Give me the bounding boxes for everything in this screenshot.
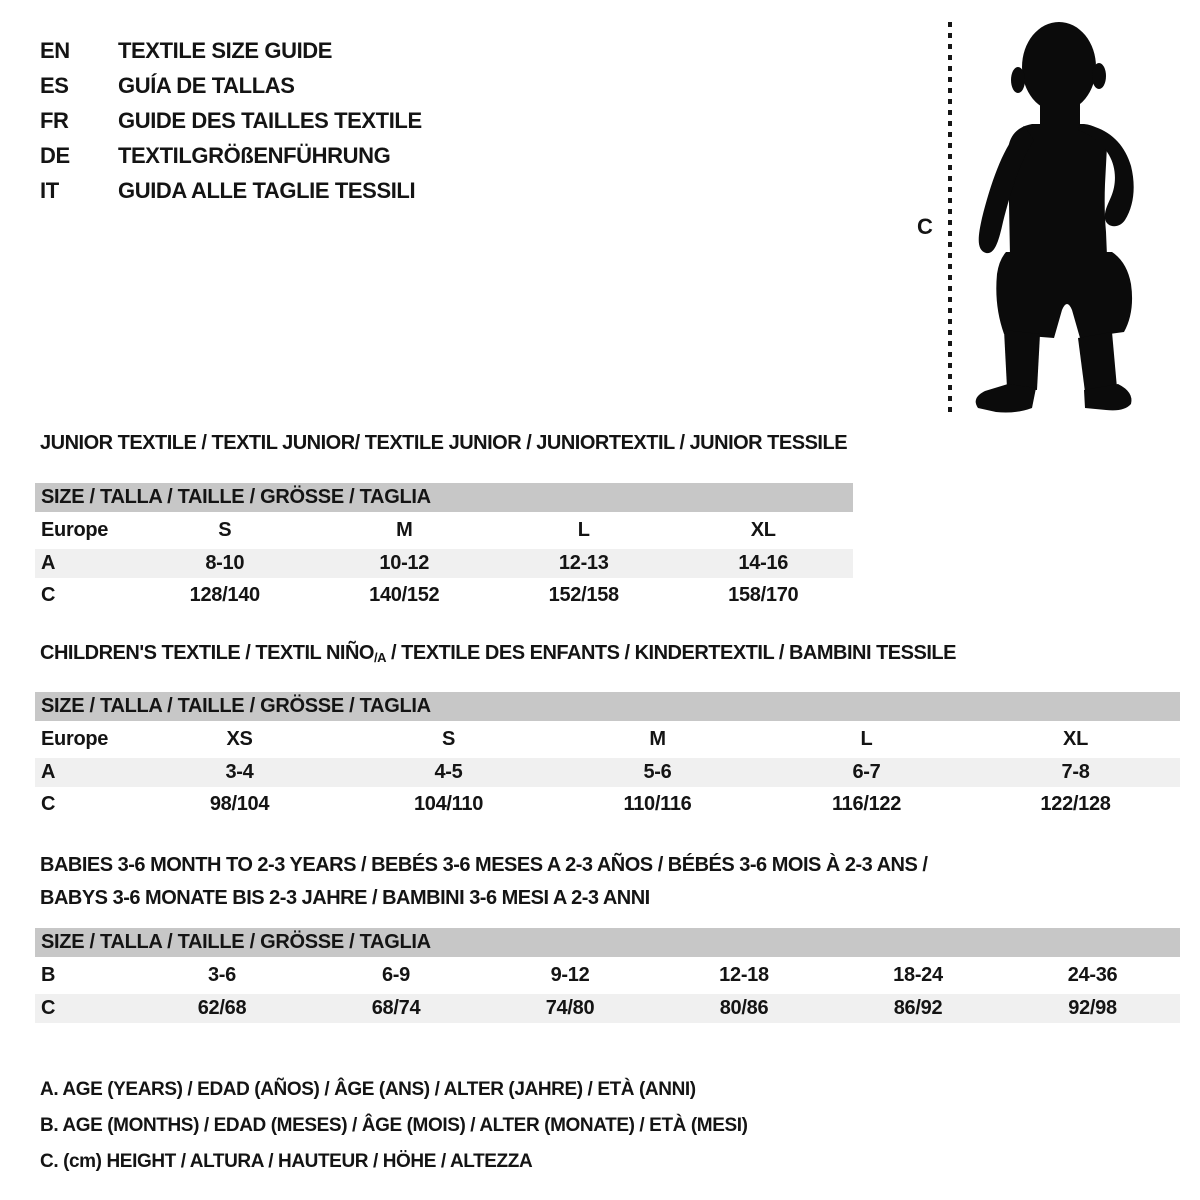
- age-cell: 3-4: [135, 758, 344, 787]
- size-col-header: L: [577, 519, 590, 541]
- footnote-age-months: B. AGE (MONTHS) / EDAD (MESES) / ÂGE (MOIS) / ALTER (MONATE) / ETÀ (MESI): [40, 1115, 748, 1136]
- size-col-header: L: [860, 728, 873, 750]
- height-cell: 92/98: [1005, 994, 1180, 1023]
- footnote-age-years: A. AGE (YEARS) / EDAD (AÑOS) / ÂGE (ANS) / ALTER (JAHRE) / ETÀ (ANNI): [40, 1079, 696, 1100]
- height-cell: 116/122: [831, 792, 902, 815]
- babies-section-title: [40, 849, 927, 915]
- row-label-b: B: [41, 964, 56, 986]
- language-code: IT: [40, 177, 59, 203]
- height-cell: 62/68: [135, 994, 309, 1023]
- age-cell: 24-36: [1067, 964, 1118, 986]
- size-header-row: [35, 928, 1180, 957]
- size-col-header: S: [218, 519, 232, 541]
- junior-size-table: [35, 483, 853, 612]
- guide-title-en: TEXTILE SIZE GUIDE: [118, 37, 333, 63]
- toddler-silhouette-graphic: [900, 12, 1162, 424]
- children-size-table: [35, 692, 1180, 821]
- row-label-a: A: [35, 549, 135, 578]
- height-cell: 104/110: [413, 792, 484, 815]
- height-cell: 68/74: [309, 994, 483, 1023]
- footnotes: [40, 1072, 748, 1180]
- language-row-en: [40, 33, 422, 68]
- guide-title-de: TEXTILGRÖßENFÜHRUNG: [118, 142, 391, 168]
- guide-title-it: GUIDA ALLE TAGLIE TESSILI: [118, 177, 416, 203]
- height-cell: 110/116: [623, 792, 692, 815]
- table-row: [35, 549, 853, 578]
- toddler-silhouette: [976, 22, 1134, 413]
- region-label: Europe: [41, 728, 109, 750]
- age-cell: 6-7: [762, 758, 971, 787]
- size-header-row: [35, 483, 853, 512]
- language-code: FR: [40, 107, 69, 133]
- height-cell: 152/158: [548, 583, 619, 606]
- babies-size-table: [35, 928, 1180, 1023]
- footnote-height-cm: C. (cm) HEIGHT / ALTURA / HAUTEUR / HÖHE / ALTEZZA: [40, 1151, 533, 1172]
- height-cell: 158/170: [728, 583, 799, 606]
- children-title-prefix: CHILDREN'S TEXTILE / TEXTIL NIÑO: [40, 642, 374, 664]
- table-row: [35, 758, 1180, 787]
- size-header-bar: SIZE / TALLA / TAILLE / GRÖSSE / TAGLIA: [35, 692, 1180, 721]
- language-row-es: [40, 68, 422, 103]
- language-row-it: [40, 173, 422, 208]
- row-label-c: C: [41, 792, 56, 815]
- age-cell: 3-6: [207, 964, 236, 986]
- children-title-subscript: /A: [373, 650, 386, 665]
- age-cell: 12-13: [494, 549, 674, 578]
- table-row: [35, 512, 853, 549]
- age-cell: 5-6: [553, 758, 762, 787]
- age-cell: 7-8: [971, 758, 1180, 787]
- table-row: [35, 787, 1180, 821]
- size-header-bar: SIZE / TALLA / TAILLE / GRÖSSE / TAGLIA: [35, 483, 853, 512]
- size-col-header: XL: [1063, 728, 1089, 750]
- size-col-header: M: [649, 728, 666, 750]
- size-col-header: S: [441, 728, 456, 750]
- age-cell: 9-12: [550, 964, 590, 986]
- age-cell: 6-9: [381, 964, 410, 986]
- children-title-suffix: / TEXTILE DES ENFANTS / KINDERTEXTIL / BAMBINI TESSILE: [385, 642, 956, 664]
- height-cell: 86/92: [831, 994, 1005, 1023]
- height-figure: [900, 12, 1162, 424]
- table-row: [35, 721, 1180, 758]
- age-cell: 4-5: [344, 758, 553, 787]
- language-guide-list: [40, 33, 422, 208]
- language-row-fr: [40, 103, 422, 138]
- table-row: [35, 994, 1180, 1023]
- age-cell: 18-24: [893, 964, 943, 986]
- height-cell: 128/140: [189, 583, 260, 606]
- age-cell: 14-16: [674, 549, 854, 578]
- language-code: EN: [40, 37, 70, 63]
- table-row: [35, 578, 853, 612]
- language-code: ES: [40, 72, 69, 98]
- children-section-title: [40, 642, 956, 665]
- height-measure-label: C: [917, 214, 933, 239]
- size-col-header: XL: [750, 519, 776, 541]
- table-row: [35, 957, 1180, 994]
- guide-title-es: GUÍA DE TALLAS: [118, 72, 295, 98]
- language-row-de: [40, 138, 422, 173]
- height-cell: 98/104: [209, 792, 270, 815]
- region-label: Europe: [41, 519, 109, 541]
- size-header-row: [35, 692, 1180, 721]
- row-label-c: C: [35, 994, 135, 1023]
- language-code: DE: [40, 142, 70, 168]
- height-cell: 80/86: [657, 994, 831, 1023]
- height-cell: 140/152: [369, 583, 440, 606]
- guide-title-fr: GUIDE DES TAILLES TEXTILE: [118, 107, 422, 133]
- size-header-bar: SIZE / TALLA / TAILLE / GRÖSSE / TAGLIA: [35, 928, 1180, 957]
- row-label-c: C: [41, 583, 56, 606]
- row-label-a: A: [35, 758, 135, 787]
- babies-title-line1: BABIES 3-6 MONTH TO 2-3 YEARS / BEBÉS 3-6 MESES A 2-3 AÑOS / BÉBÉS 3-6 MOIS À 2-3 ANS /: [40, 854, 928, 876]
- age-cell: 12-18: [719, 964, 769, 986]
- size-col-header: XS: [226, 728, 253, 750]
- height-cell: 74/80: [483, 994, 657, 1023]
- junior-section-title: JUNIOR TEXTILE / TEXTIL JUNIOR/ TEXTILE JUNIOR / JUNIORTEXTIL / JUNIOR TESSILE: [40, 432, 848, 454]
- height-cell: 122/128: [1040, 792, 1111, 815]
- size-col-header: M: [396, 519, 413, 541]
- age-cell: 10-12: [315, 549, 495, 578]
- babies-title-line2: BABYS 3-6 MONATE BIS 2-3 JAHRE / BAMBINI 3-6 MESI A 2-3 ANNI: [40, 887, 650, 909]
- age-cell: 8-10: [135, 549, 315, 578]
